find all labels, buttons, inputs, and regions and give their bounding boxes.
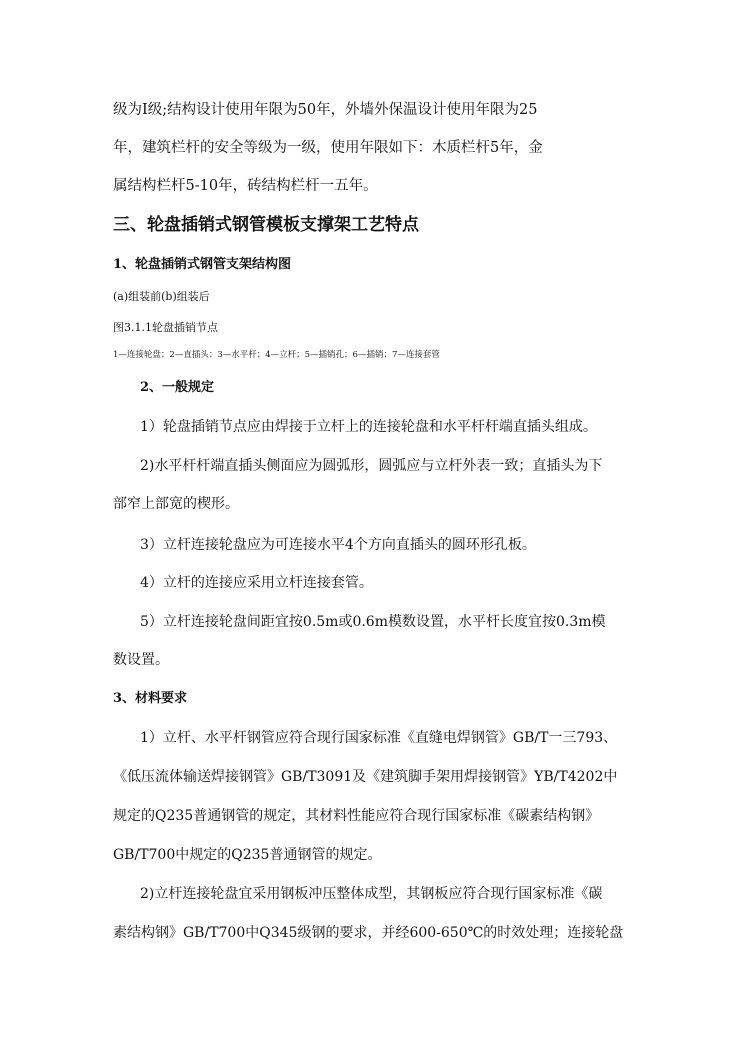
subsection-heading-general: 2、一般规定 xyxy=(140,380,215,395)
intro-line: 属结构栏杆5-10年，砖结构栏杆一五年。 xyxy=(113,178,378,194)
material-item-continued: GB/T700中规定的Q235普通钢管的规定。 xyxy=(113,847,382,863)
figure-legend: 1—连接轮盘；2—直插头；3—水平杆；4—立杆；5—插销孔；6—插销；7—连接套管 xyxy=(113,350,440,360)
section-heading: 三、轮盘插销式钢管模板支撑架工艺特点 xyxy=(113,215,419,235)
rule-item: 1）轮盘插销节点应由焊接于立杆上的连接轮盘和水平杆杆端直插头组成。 xyxy=(140,419,597,435)
intro-line: 级为Ⅰ级;结构设计使用年限为50年，外墙外保温设计使用年限为25 xyxy=(113,102,538,118)
figure-title: 图3.1.1轮盘插销节点 xyxy=(113,321,218,334)
subsection-heading-materials: 3、材料要求 xyxy=(113,691,188,706)
rule-item: 5）立杆连接轮盘间距宜按0.5m或0.6m模数设置，水平杆长度宜按0.3m模 xyxy=(140,614,606,630)
material-item: 1）立杆、水平杆钢管应符合现行国家标准《直缝电焊钢管》GB/T一三793、 xyxy=(140,730,618,746)
figure-caption-ab: (a)组装前(b)组装后 xyxy=(113,290,210,303)
material-item: 2)立杆连接轮盘宜采用钢板冲压整体成型，其钢板应符合现行国家标准《碳 xyxy=(140,886,603,902)
material-item-continued: 素结构钢》GB/T700中Q345级钢的要求，并经600-650℃的时效处理；连接轮盘 xyxy=(113,925,624,941)
rule-item: 3）立杆连接轮盘应为可连接水平4个方向直插头的圆环形孔板。 xyxy=(140,537,536,553)
rule-item-continued: 数设置。 xyxy=(113,652,169,668)
subsection-heading-structure: 1、轮盘插销式钢管支架结构图 xyxy=(113,257,292,272)
rule-item-continued: 部窄上部宽的楔形。 xyxy=(113,496,239,512)
rule-item: 4）立杆的连接应采用立杆连接套管。 xyxy=(140,575,373,591)
material-item-continued: 规定的Q235普通钢管的规定，其材料性能应符合现行国家标准《碳素结构钢》 xyxy=(113,808,600,824)
rule-item: 2)水平杆杆端直插头侧面应为圆弧形，圆弧应与立杆外表一致；直插头为下 xyxy=(140,458,603,474)
intro-line: 年，建筑栏杆的安全等级为一级，使用年限如下：木质栏杆5年，金 xyxy=(113,140,543,156)
material-item-continued: 《低压流体输送焊接钢管》GB/T3091及《建筑脚手架用焊接钢管》YB/T4202中 xyxy=(113,769,618,785)
